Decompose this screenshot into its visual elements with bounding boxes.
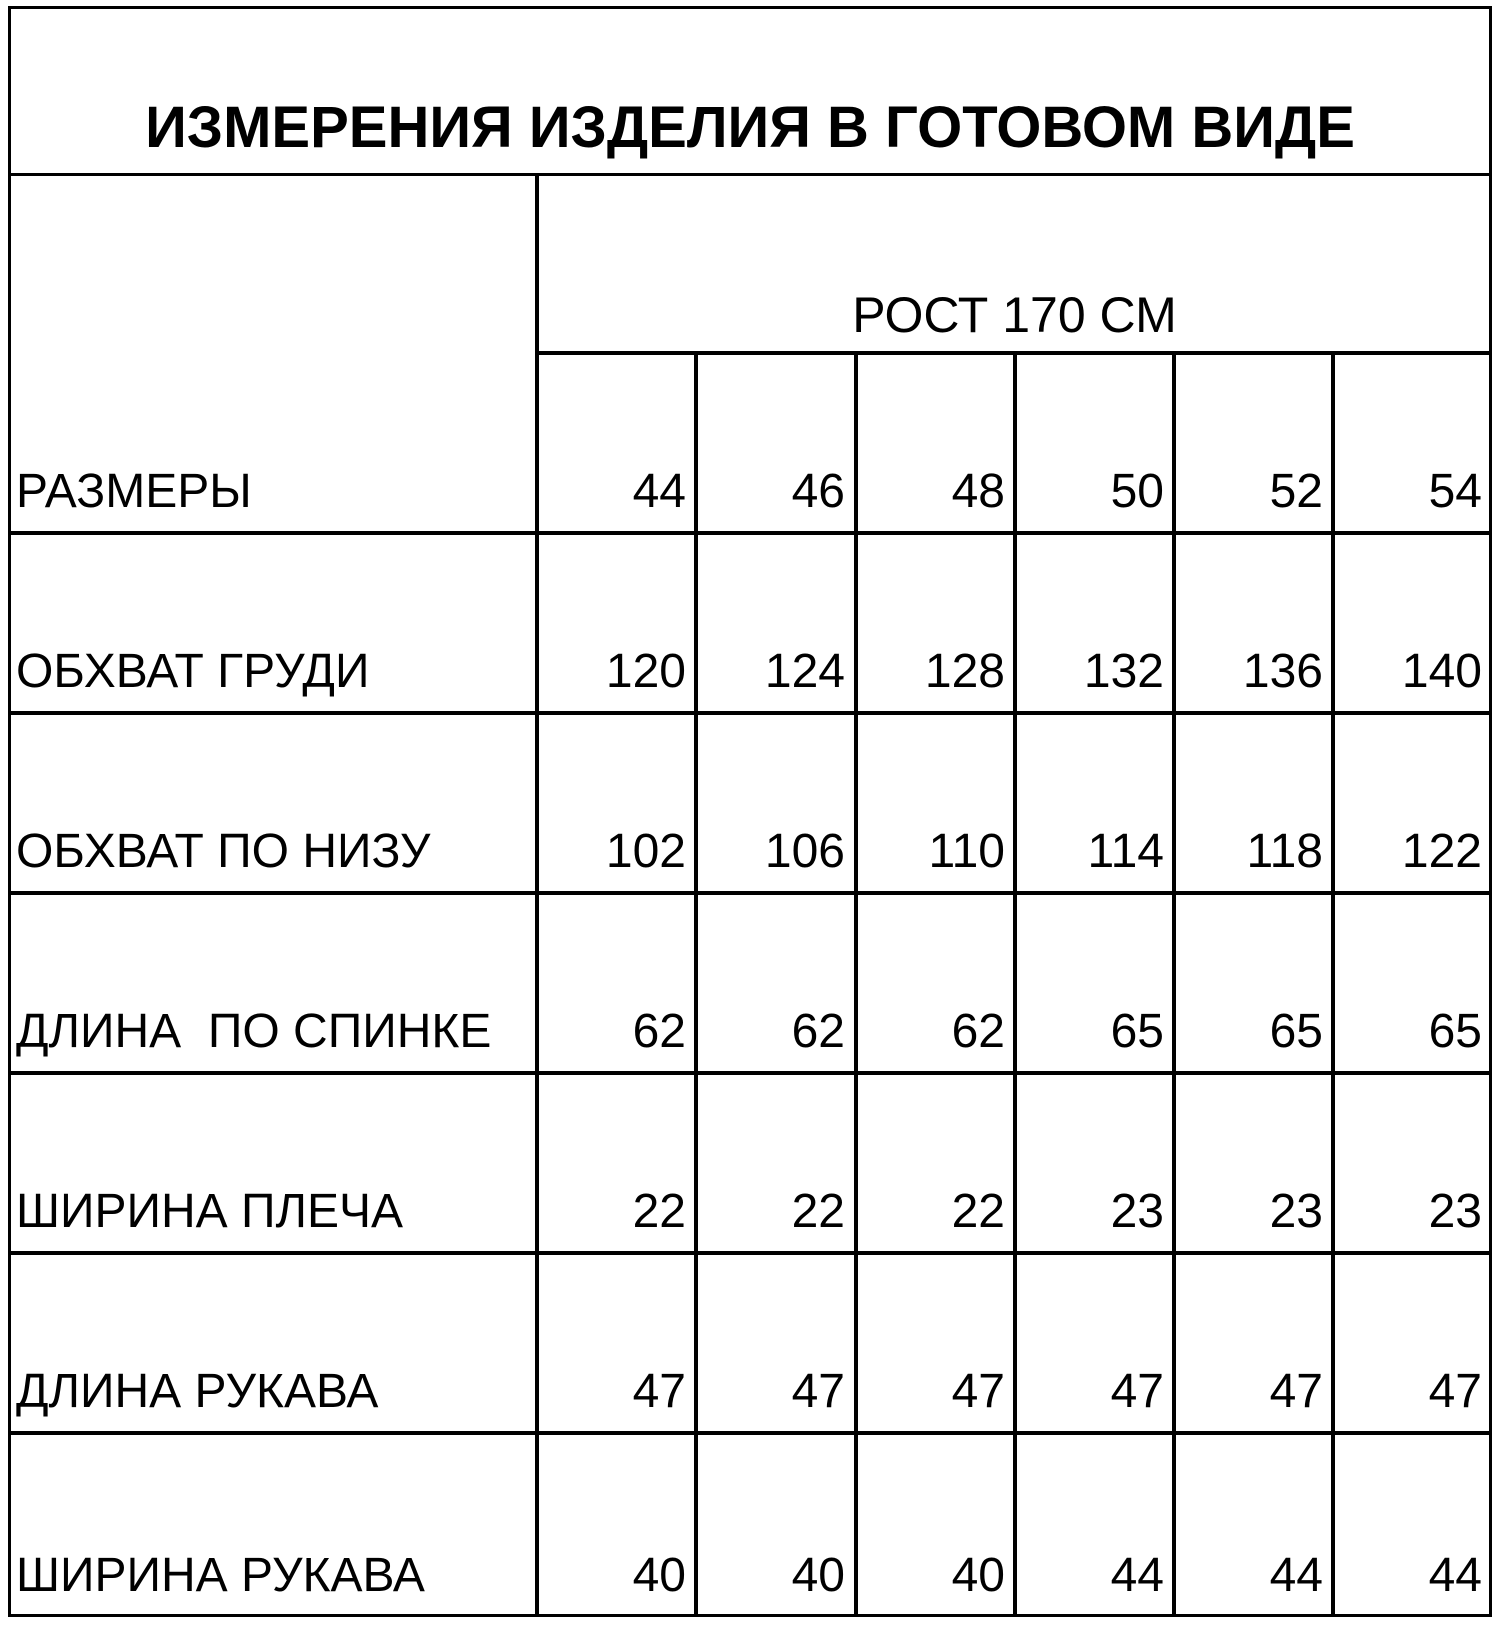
border-right <box>1489 6 1492 1617</box>
table-cell: 44 <box>632 465 686 518</box>
row-label: ШИРИНА ПЛЕЧА <box>16 1185 404 1238</box>
row-divider <box>8 1071 1492 1075</box>
row-label: ОБХВАТ ПО НИЗУ <box>16 825 431 878</box>
table-cell: 22 <box>632 1185 686 1238</box>
height-group-header: РОСТ 170 СМ <box>852 287 1177 343</box>
table-cell: 62 <box>951 1005 1005 1058</box>
table-cell: 23 <box>1110 1185 1164 1238</box>
table-cell: 106 <box>764 825 845 878</box>
table-cell: 22 <box>791 1185 845 1238</box>
row-label: ОБХВАТ ГРУДИ <box>16 645 370 698</box>
table-cell: 122 <box>1401 825 1482 878</box>
table-cell: 47 <box>632 1365 686 1418</box>
table-cell: 47 <box>1428 1365 1482 1418</box>
row-label: ДЛИНА РУКАВА <box>16 1365 379 1418</box>
table-cell: 23 <box>1269 1185 1323 1238</box>
table-cell: 47 <box>1110 1365 1164 1418</box>
table-cell: 124 <box>764 645 845 698</box>
column-divider <box>854 353 858 1617</box>
table-cell: 48 <box>951 465 1005 518</box>
table-cell: 62 <box>632 1005 686 1058</box>
table-cell: 62 <box>791 1005 845 1058</box>
table-cell: 114 <box>1087 825 1164 878</box>
row-divider <box>8 891 1492 895</box>
table-cell: 46 <box>791 465 845 518</box>
table-cell: 40 <box>632 1549 686 1602</box>
table-cell: 44 <box>1428 1549 1482 1602</box>
row-label: РАЗМЕРЫ <box>16 465 252 518</box>
table-cell: 47 <box>791 1365 845 1418</box>
table-cell: 54 <box>1428 465 1482 518</box>
table-cell: 22 <box>951 1185 1005 1238</box>
table-cell: 102 <box>605 825 686 878</box>
table-cell: 40 <box>951 1549 1005 1602</box>
column-divider <box>1172 353 1176 1617</box>
border-left <box>8 6 11 1617</box>
row-divider <box>8 1431 1492 1435</box>
table-cell: 120 <box>605 645 686 698</box>
label-column-divider <box>535 173 539 1617</box>
table-cell: 44 <box>1269 1549 1323 1602</box>
border-bottom <box>8 1614 1492 1617</box>
table-title: ИЗМЕРЕНИЯ ИЗДЕЛИЯ В ГОТОВОМ ВИДЕ <box>145 95 1355 160</box>
table-cell: 65 <box>1269 1005 1323 1058</box>
title-divider <box>8 173 1492 176</box>
table-cell: 118 <box>1246 825 1323 878</box>
row-divider <box>8 711 1492 715</box>
table-cell: 23 <box>1428 1185 1482 1238</box>
table-cell: 136 <box>1242 645 1323 698</box>
table-cell: 128 <box>924 645 1005 698</box>
column-divider <box>694 353 698 1617</box>
row-label: ШИРИНА РУКАВА <box>16 1549 425 1602</box>
column-divider <box>1013 353 1017 1617</box>
table-cell: 50 <box>1110 465 1164 518</box>
table-cell: 65 <box>1110 1005 1164 1058</box>
table-cell: 47 <box>1269 1365 1323 1418</box>
table-cell: 65 <box>1428 1005 1482 1058</box>
table-cell: 47 <box>951 1365 1005 1418</box>
table-cell: 40 <box>791 1549 845 1602</box>
table-cell: 140 <box>1401 645 1482 698</box>
column-divider <box>1331 353 1335 1617</box>
table-cell: 132 <box>1083 645 1164 698</box>
border-top <box>8 6 1492 9</box>
row-divider <box>8 531 1492 535</box>
table-cell: 52 <box>1269 465 1323 518</box>
table-cell: 44 <box>1110 1549 1164 1602</box>
row-label: ДЛИНА ПО СПИНКЕ <box>16 1005 492 1058</box>
row-divider <box>8 1251 1492 1255</box>
table-cell: 110 <box>928 825 1005 878</box>
